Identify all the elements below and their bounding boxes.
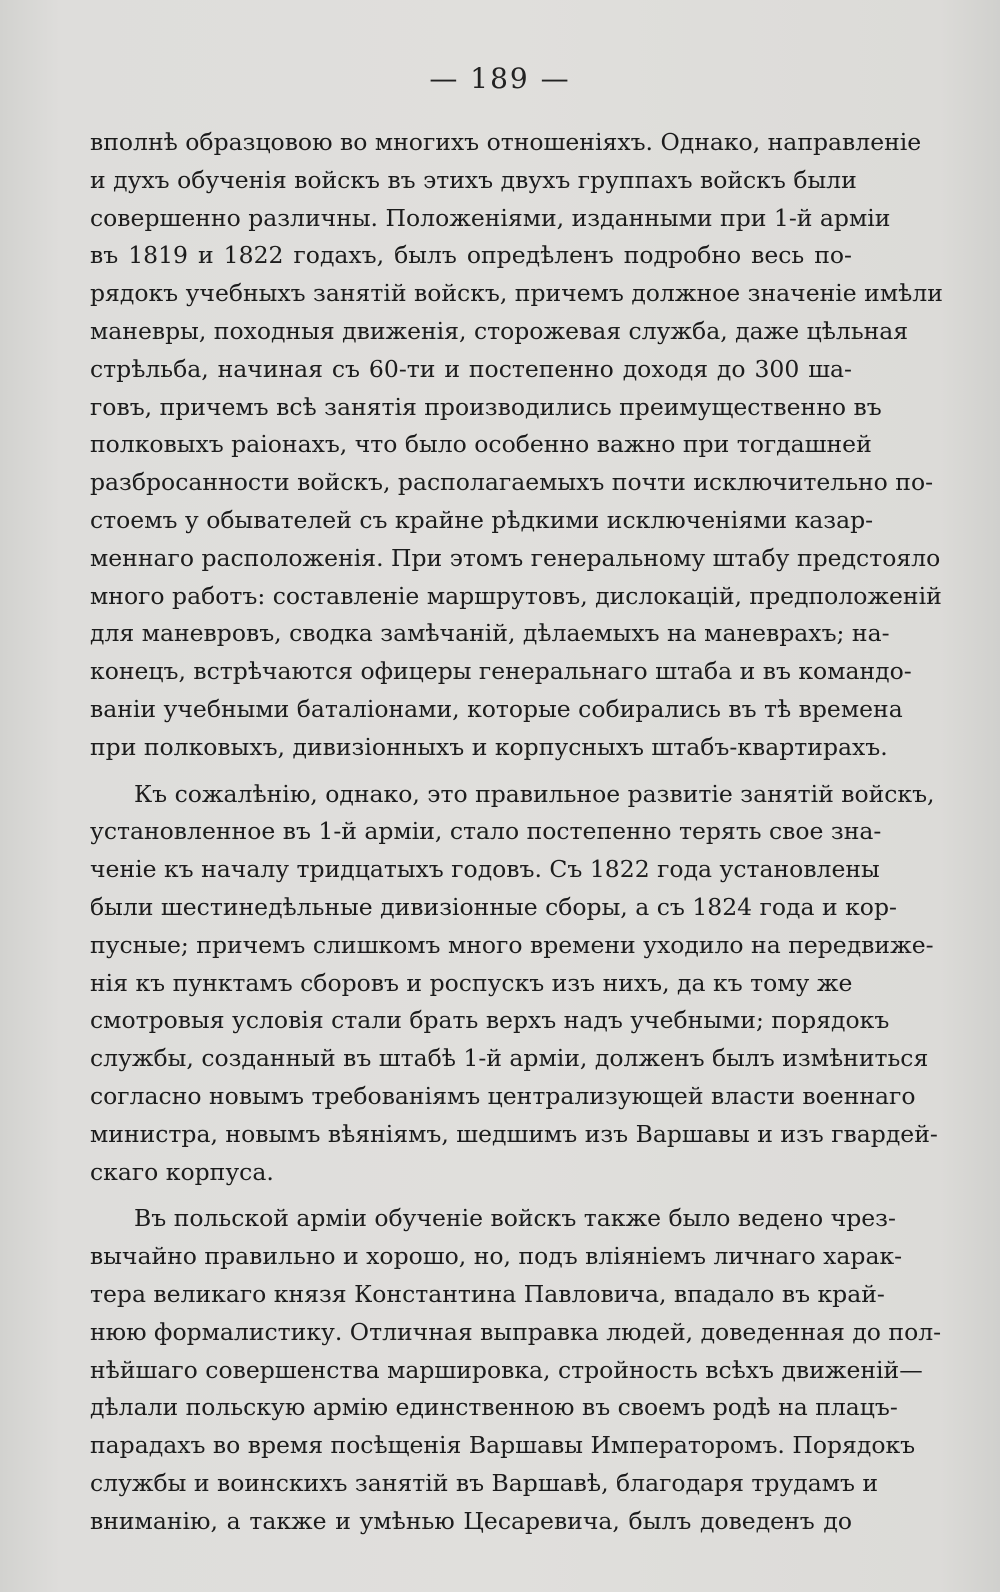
text-line: полковыхъ раіонахъ, что было особенно важно при тогдашней [90, 430, 872, 459]
text-line: нѣйшаго совершенства маршировка, стройность всѣхъ движеній— [90, 1355, 923, 1384]
text-line: при полковыхъ, дивизіонныхъ и корпусныхъ штабъ-квартирахъ. [90, 732, 888, 761]
text-line: вычайно правильно и хорошо, но, подъ вліяніемъ личнаго харак- [90, 1242, 903, 1271]
body-text [90, 124, 943, 1540]
text-line: тера великаго князя Константина Павловича, впадало въ край- [90, 1279, 885, 1308]
text-line: были шестинедѣльные дивизіонные сборы, а съ 1824 года и кор- [90, 892, 897, 921]
text-line: ченіе къ началу тридцатыхъ годовъ. Съ 1822 года установлены [90, 855, 880, 884]
text-line: ваніи учебными баталіонами, которые собирались въ тѣ времена [90, 694, 903, 723]
text-line: смотровыя условія стали брать верхъ надъ учебными; порядокъ [90, 1006, 890, 1035]
text-line: нія къ пунктамъ сборовъ и роспускъ изъ нихъ, да къ тому же [90, 968, 853, 997]
text-line: для маневровъ, сводка замѣчаній, дѣлаемыхъ на маневрахъ; на- [90, 619, 890, 648]
text-line: Къ сожалѣнію, однако, это правильное развитіе занятій войскъ, [134, 779, 935, 808]
text-line: совершенно различны. Положеніями, изданными при 1-й арміи [90, 203, 891, 232]
text-line: стрѣльба, начиная съ 60-ти и постепенно доходя до 300 ша- [90, 354, 852, 383]
text-line: службы и воинскихъ занятій въ Варшавѣ, благодаря трудамъ и [90, 1468, 879, 1497]
text-line: министра, новымъ вѣяніямъ, шедшимъ изъ Варшавы и изъ гвардей- [90, 1119, 938, 1148]
text-line: меннаго расположенія. При этомъ генеральному штабу предстояло [90, 543, 941, 572]
text-line: службы, созданный въ штабѣ 1-й арміи, долженъ былъ измѣниться [90, 1044, 929, 1073]
paragraph-2 [90, 776, 938, 1192]
paragraph-1 [90, 124, 943, 767]
text-line: конецъ, встрѣчаются офицеры генеральнаго штаба и въ командо- [90, 657, 912, 686]
text-line: дѣлали польскую армію единственною въ своемъ родѣ на плацъ- [90, 1393, 898, 1422]
page-number: — 189 — [429, 62, 571, 95]
paragraph-spacer [90, 767, 852, 776]
text-line: парадахъ во время посѣщенія Варшавы Императоромъ. Порядокъ [90, 1431, 916, 1460]
paragraph-3 [90, 1200, 942, 1540]
text-line: нюю формалистику. Отличная выправка людей, доведенная до пол- [90, 1317, 942, 1346]
text-line: Въ польской арміи обученіе войскъ также было ведено чрез- [134, 1204, 896, 1233]
text-line: разбросанности войскъ, располагаемыхъ почти исключительно по- [90, 468, 934, 497]
text-line: много работъ: составленіе маршрутовъ, дислокацій, предположеній [90, 581, 942, 610]
text-line: въ 1819 и 1822 годахъ, былъ опредѣленъ подробно весь по- [90, 241, 852, 270]
text-line: стоемъ у обывателей съ крайне рѣдкими исключеніями казар- [90, 505, 874, 534]
text-line: говъ, причемъ всѣ занятія производились преимущественно въ [90, 392, 882, 421]
text-line: рядокъ учебныхъ занятій войскъ, причемъ должное значеніе имѣли [90, 279, 943, 308]
text-line: и духъ обученія войскъ въ этихъ двухъ группахъ войскъ были [90, 165, 857, 194]
text-line: согласно новымъ требованіямъ централизующей власти военнаго [90, 1081, 916, 1110]
text-line: вниманію, а также и умѣнью Цесаревича, былъ доведенъ до [90, 1506, 852, 1535]
paragraph-spacer [90, 1191, 852, 1200]
text-line: вполнѣ образцовою во многихъ отношеніяхъ. Однако, направленіе [90, 128, 922, 156]
text-line: маневры, походныя движенія, сторожевая служба, даже цѣльная [90, 316, 909, 345]
text-line: скаго корпуса. [90, 1157, 274, 1186]
text-line: пусные; причемъ слишкомъ много времени уходило на передвиже- [90, 930, 934, 959]
text-line: установленное въ 1-й арміи, стало постепенно терять свое зна- [90, 817, 882, 846]
